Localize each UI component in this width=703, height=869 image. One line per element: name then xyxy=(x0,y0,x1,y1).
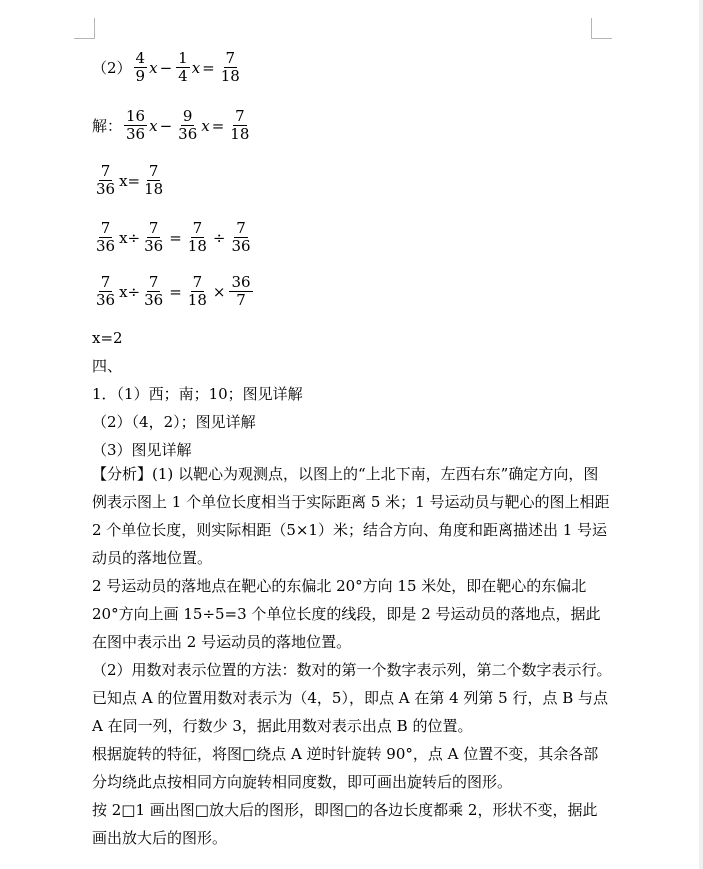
analysis-paragraph-5: 按 2□1 画出图□放大后的图形，即图□的各边长度都乘 2，形状不变，据此画出放大后的图形。 xyxy=(92,801,598,847)
result-x: x=2 xyxy=(92,329,123,347)
operator: = xyxy=(211,116,225,135)
operator: − xyxy=(159,116,173,135)
analysis-paragraph-2: 2 号运动员的落地点在靶心的东偏北 20°方向 15 米处，即在靶心的东偏北 20°方向上画 15÷5=3 个单位长度的线段，即是 2 号运动员的落地点，据此在图中表示出 2 号运动员的落地位置。 xyxy=(92,577,601,651)
variable-x: x= xyxy=(119,171,141,190)
operator: = xyxy=(169,282,182,301)
fraction: $\frac{7}{36}$ xyxy=(96,273,116,309)
operator: = xyxy=(169,228,182,247)
variable-x: x xyxy=(149,116,158,135)
fraction: $\frac{7}{36}$ xyxy=(96,162,116,198)
variable-x: x xyxy=(149,58,158,77)
analysis-paragraph-4: 根据旋转的特征，将图□绕点 A 逆时针旋转 90°，点 A 位置不变，其余各部分均绕此点按相同方向旋转相同度数，即可画出旋转后的图形。 xyxy=(92,745,599,791)
page-corner-mark-top-left xyxy=(74,18,95,39)
analysis-paragraph-3: （2）用数对表示位置的方法：数对的第一个数字表示列，第二个数字表示行。已知点 A 的位置用数对表示为（4，5），即点 A 在第 4 列第 5 行，点 B 与点 A 在同一列，行数少 3，据此用数对表示出点 B 的位置。 xyxy=(92,661,612,735)
fraction: $\frac{7}{18}$ xyxy=(144,162,164,198)
fraction: $\frac{7}{18}$ xyxy=(230,107,250,143)
fraction: $\frac{7}{36}$ xyxy=(231,219,251,255)
fraction: $\frac{4}{9}$ xyxy=(135,49,146,85)
problem-label: （2） xyxy=(92,59,132,77)
operator: = xyxy=(202,58,215,77)
page-corner-mark-top-right xyxy=(591,18,612,39)
operator: × xyxy=(212,282,226,301)
equation-solution-step-3 xyxy=(92,220,255,255)
fraction: $\frac{7}{18}$ xyxy=(187,273,207,309)
variable-x: x xyxy=(191,58,201,77)
operator: − xyxy=(159,58,173,77)
section-heading: 四、 xyxy=(92,357,123,375)
solution-label: 解： xyxy=(92,117,123,135)
variable-x: x xyxy=(201,116,210,135)
fraction: $\frac{7}{36}$ xyxy=(96,219,116,255)
scrollbar-track[interactable] xyxy=(699,0,703,869)
variable-x: x÷ xyxy=(119,282,141,301)
operator: ÷ xyxy=(212,228,226,247)
equation-solution-step-2 xyxy=(92,163,167,198)
fraction: $\frac{16}{36}$ xyxy=(126,107,146,143)
equation-solution-step-4 xyxy=(92,274,255,309)
fraction: $\frac{7}{18}$ xyxy=(220,49,240,85)
variable-x: x÷ xyxy=(119,228,141,247)
fraction: $\frac{7}{36}$ xyxy=(144,219,164,255)
answer-1-2: （2）（4，2）；图见详解 xyxy=(92,413,256,431)
equation-solution-step-1 xyxy=(92,108,253,143)
answer-1-1: 1．（1）西；南；10；图见详解 xyxy=(92,385,303,403)
answer-1-3: （3）图见详解 xyxy=(92,441,192,459)
fraction: $\frac{36}{7}$ xyxy=(231,273,251,309)
analysis-paragraph-1: 【分析】(1) 以靶心为观测点，以图上的“上北下南，左西右东”确定方向，图例表示图上 1 个单位长度相当于实际距离 5 米；1 号运动员与靶心的图上相距 2 个单位长度，则实际相距（5×1）米；结合方向、角度和距离描述出 1 号运动员的落地位置。 xyxy=(92,465,610,567)
fraction: $\frac{9}{36}$ xyxy=(178,107,198,143)
fraction: $\frac{7}{36}$ xyxy=(144,273,164,309)
fraction: $\frac{7}{18}$ xyxy=(187,219,207,255)
fraction: $\frac{1}{4}$ xyxy=(178,49,188,85)
equation-problem-2 xyxy=(92,50,244,85)
